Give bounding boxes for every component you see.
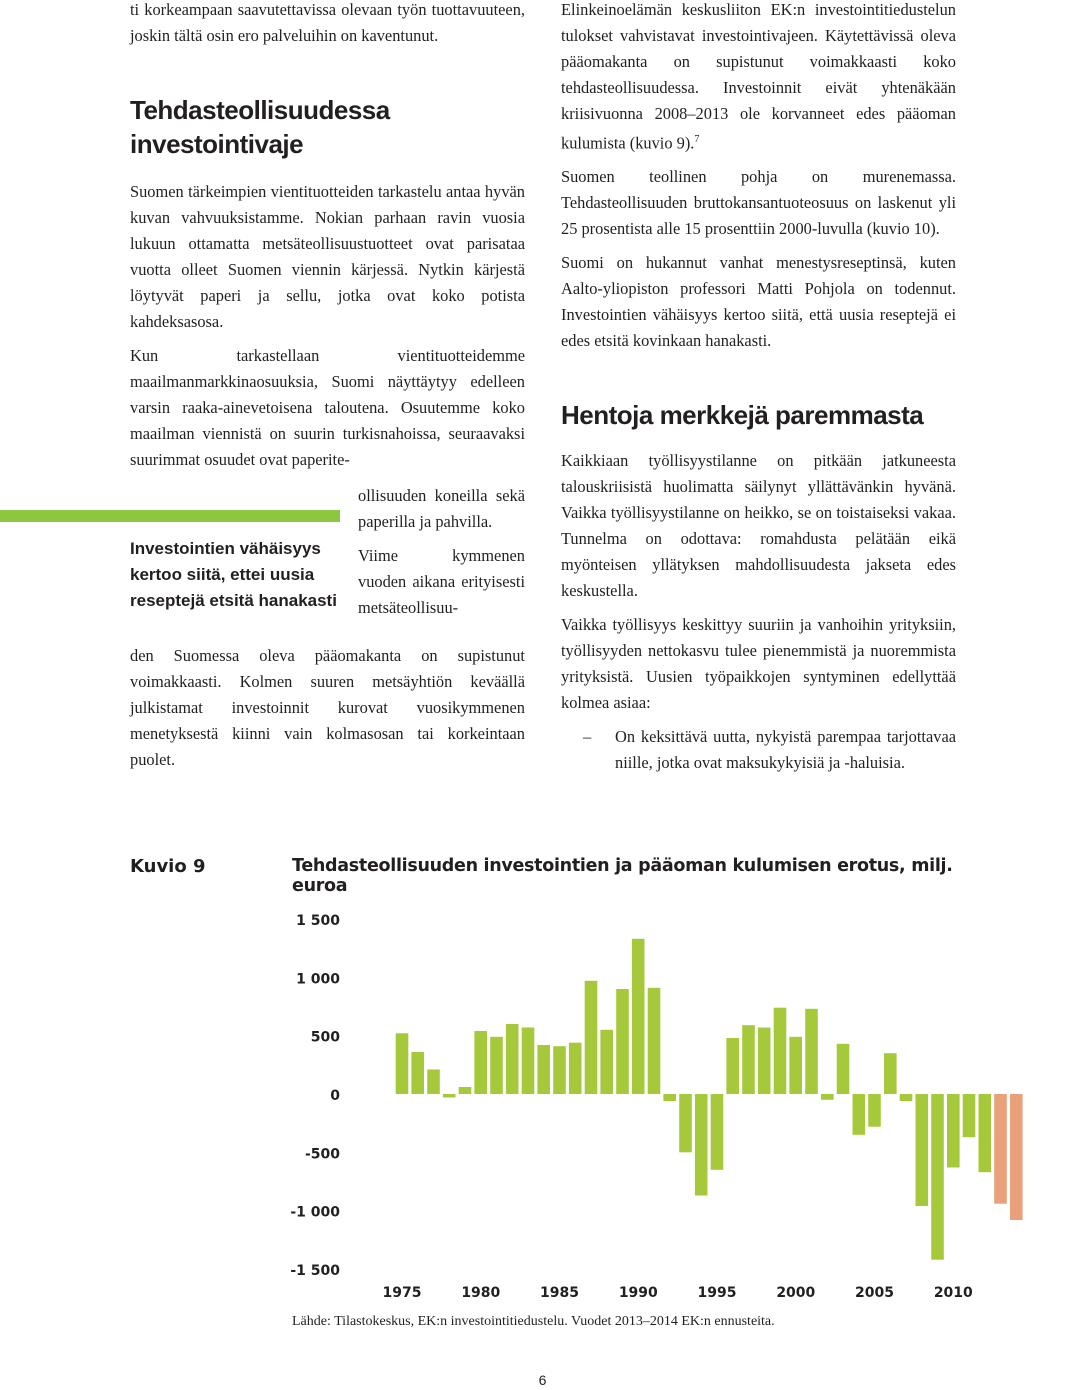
bullet-item: [561, 724, 956, 776]
bar-2003: [837, 1044, 850, 1094]
x-tick-label: 2000: [776, 1285, 816, 1301]
bar-1998: [758, 1028, 771, 1095]
y-tick-label: -1 000: [290, 1204, 340, 1221]
bar-1995: [711, 1094, 724, 1170]
bar-2007: [900, 1094, 913, 1101]
bar-2013: [994, 1094, 1007, 1204]
body-paragraph: den Suomessa oleva pääomakanta on supistunut voimakkaasti. Kolmen suuren metsäyhtiön keväällä julkistamat investoinnit kurovat vuosikymmenen menetyksestä kiinni vain kolmasosan tai korkeintaan puolet.: [130, 646, 525, 769]
bar-2009: [931, 1094, 944, 1260]
right-column: [561, 0, 956, 784]
figure-number: Kuvio 9: [130, 856, 206, 877]
left-column-bottom: [130, 643, 525, 781]
bar-2008: [916, 1094, 929, 1206]
bar-1987: [585, 981, 598, 1094]
body-paragraph: Suomen tärkeimpien vientituotteiden tarkastelu antaa hyvän kuvan vahvuuksistamme. Nokian parhaan ravin vuosia lukuun ottamatta metsäteollisuustuotteet ovat parisataa vuotta olleet Suomen viennin kärjessä. Nytkin kärjestä löytyvät paperi ja sellu, jotka ovat koko potista kahdeksasosa.: [130, 182, 525, 331]
left-column: [130, 0, 525, 473]
bar-1993: [679, 1094, 692, 1152]
body-paragraph: Suomen teollinen pohja on murenemassa. Tehdasteollisuuden bruttokansantuoteosuus on laskenut yli 25 prosentista alle 15 prosenttiin 2000-luvulla (kuvio 10).: [561, 167, 956, 239]
bar-1977: [427, 1070, 440, 1095]
bar-1988: [600, 1030, 613, 1094]
page-number: 6: [538, 1372, 547, 1388]
x-tick-label: 1975: [382, 1285, 422, 1301]
bar-2000: [789, 1037, 802, 1094]
figure-source: Lähde: Tilastokeskus, EK:n investointitiedustelu. Vuodet 2013–2014 EK:n ennusteita.: [292, 1314, 775, 1329]
body-paragraph: [561, 0, 956, 156]
x-tick-label: 2010: [933, 1285, 973, 1301]
bar-2006: [884, 1053, 897, 1094]
bar-2004: [853, 1094, 866, 1135]
bar-1979: [459, 1087, 472, 1094]
section-heading: Hentoja merkkejä paremmasta: [561, 400, 924, 431]
bar-1989: [616, 989, 629, 1094]
bar-1994: [695, 1094, 708, 1196]
bar-1984: [537, 1045, 550, 1094]
bar-1982: [506, 1024, 519, 1094]
y-tick-label: -500: [304, 1146, 340, 1163]
bar-2005: [868, 1094, 881, 1127]
body-paragraph: ti korkeampaan saavutettavissa olevaan työn tuottavuuteen, joskin tältä osin ero palveluihin on kaventunut.: [130, 0, 525, 45]
footnote-ref: 7: [694, 134, 700, 145]
bar-chart: [280, 900, 973, 1310]
bullet-text: On keksittävä uutta, nykyistä parempaa tarjottavaa niille, jotka ovat maksukykyisiä ja -haluisia.: [615, 727, 956, 773]
bar-1976: [411, 1052, 424, 1094]
section-heading: Tehdasteollisuudessa investointivaje: [130, 95, 390, 159]
bar-1978: [443, 1094, 456, 1098]
bar-1983: [522, 1028, 535, 1095]
bar-1990: [632, 939, 645, 1094]
bar-1975: [396, 1033, 409, 1094]
bar-1996: [726, 1038, 739, 1094]
y-tick-label: 0: [330, 1088, 340, 1104]
bar-1986: [569, 1043, 582, 1094]
y-tick-label: -1 500: [290, 1263, 340, 1279]
bar-2010: [947, 1094, 960, 1168]
bar-2001: [805, 1009, 818, 1094]
body-paragraph: Kaikkiaan työllisyystilanne on pitkään jatkuneesta talouskriisistä huolimatta säilynyt yllättävänkin hyvänä. Vaikka työllisyystilanne on heikko, se on toistaiseksi vakaa. Tunnelma on odottava: romahdusta pelätään eikä myönteisen yllätyksen mahdollisuudesta jakseta edes keskustella.: [561, 451, 956, 601]
body-paragraph: Viime kymmenen vuoden aikana erityisesti metsäteollisuu-: [358, 546, 525, 617]
x-tick-label: 2005: [855, 1285, 894, 1301]
y-tick-label: 1 500: [296, 913, 340, 929]
bar-1985: [553, 1046, 566, 1094]
body-paragraph: Vaikka työllisyys keskittyy suuriin ja vanhoihin yrityksiin, työllisyyden nettokasvu tulee pienemmistä ja nuoremmista yrityksistä. Uusien työpaikkojen syntyminen edellyttää kolmea asiaa:: [561, 615, 956, 713]
bar-2012: [979, 1094, 992, 1172]
left-column-wrap: [358, 483, 525, 621]
bar-1981: [490, 1037, 503, 1094]
figure-title: Tehdasteollisuuden investointien ja pääoman kulumisen erotus, milj. euroa: [292, 856, 953, 896]
y-tick-label: 1 000: [296, 971, 340, 988]
bar-1980: [474, 1031, 487, 1094]
body-paragraph: ollisuuden koneilla sekä paperilla ja pahvilla.: [358, 486, 525, 531]
body-paragraph: Kun tarkastellaan vientituotteidemme maailmanmarkkinaosuuksia, Suomi näyttäytyy edelleen varsin raaka-ainevetoisena taloutena. Osuutemme koko maailman viennistä on suurin turkisnahoissa, seuraavaksi suurimmat osuudet ovat paperite-: [130, 346, 525, 469]
x-tick-label: 1980: [461, 1285, 501, 1301]
bar-2011: [963, 1094, 976, 1137]
x-tick-label: 1985: [540, 1285, 579, 1301]
x-tick-label: 1990: [618, 1285, 658, 1301]
body-paragraph: Suomi on hukannut vanhat menestysreseptinsä, kuten Aalto-yliopiston professori Matti Pohjola on todennut. Investointien vähäisyys kertoo siitä, että uusia reseptejä ei edes etsitä kovinkaan hanakasti.: [561, 253, 956, 351]
y-tick-label: 500: [310, 1029, 340, 1046]
pull-quote-bar: [0, 510, 340, 522]
bar-2002: [821, 1094, 834, 1100]
bar-1997: [742, 1025, 755, 1094]
bar-1991: [648, 988, 661, 1094]
body-paragraph-text: Elinkeinoelämän keskusliiton EK:n investointitiedustelun tulokset vahvistavat investointivajeen. Käytettävissä oleva pääomakanta on supistunut voimakkaasti koko tehdasteollisuudessa. Investoinnit eivät yhtenäkään kriisivuonna 2008–2013 ole korvanneet edes pääoman kulumista (kuvio 9).: [561, 0, 956, 153]
bullet-dash: –: [583, 727, 592, 747]
bar-1999: [774, 1008, 787, 1094]
x-tick-label: 1995: [697, 1285, 737, 1301]
pull-quote: Investointien vähäisyys kertoo siitä, ettei uusia reseptejä etsitä hanakasti: [130, 539, 337, 610]
bar-1992: [663, 1094, 676, 1101]
bar-2014: [1010, 1094, 1023, 1220]
